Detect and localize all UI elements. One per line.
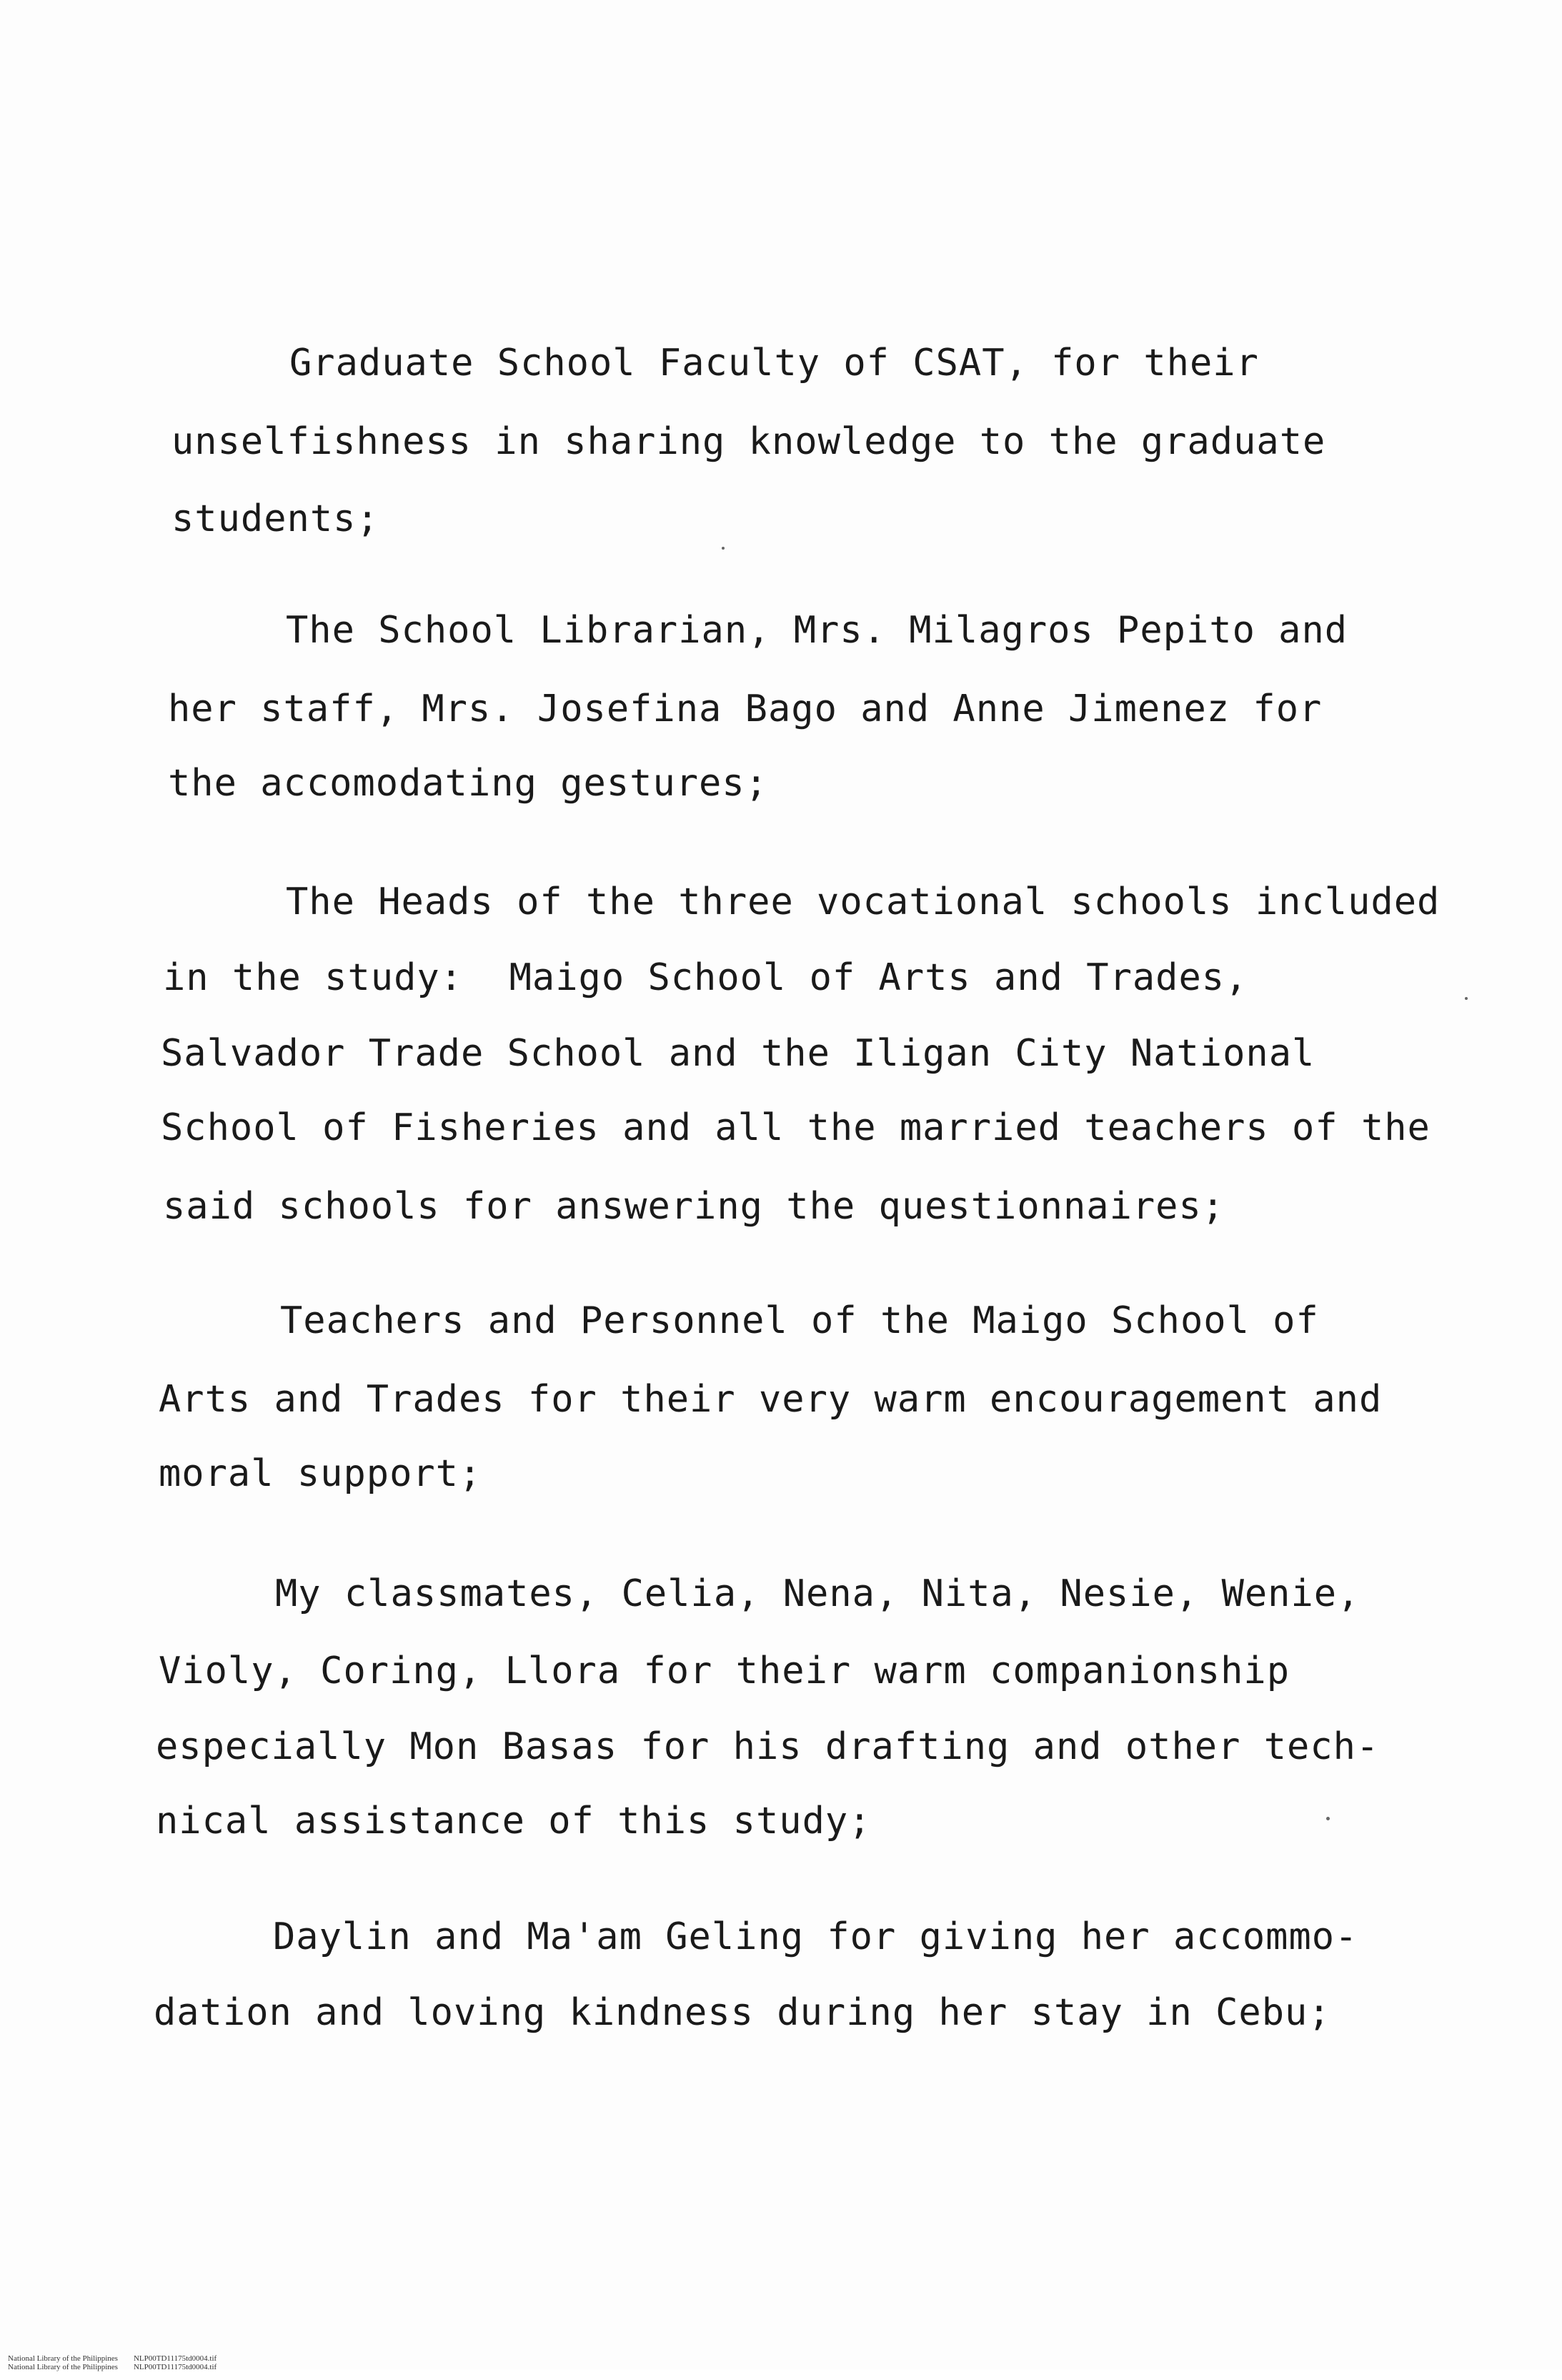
footer-library-line-2 (0, 2354, 217, 2380)
text-line: her staff, Mrs. Josefina Bago and Anne Jimenez for (168, 688, 1323, 730)
text-line: students; (171, 497, 379, 540)
text-line: nical assistance of this study; (156, 1800, 872, 1843)
text-line: Daylin and Ma'am Geling for giving her accommo- (273, 1915, 1358, 1958)
text-line: School of Fisheries and all the married teachers of the (161, 1106, 1431, 1149)
text-line: in the study: Maigo School of Arts and Trades, (163, 956, 1248, 999)
text-line: The Heads of the three vocational schools included (286, 881, 1441, 923)
scan-speck (722, 547, 725, 550)
text-line: dation and loving kindness during her stay in Cebu; (154, 1991, 1331, 2034)
footer-library-name: National Library of the Philippines (8, 2363, 118, 2371)
text-line: especially Mon Basas for his drafting and other tech- (156, 1725, 1380, 1768)
text-line: the accomodating gestures; (168, 762, 768, 805)
footer-file-name: NLP00TD11175td0004.tif (133, 2363, 217, 2371)
text-line: Graduate School Faculty of CSAT, for their (289, 342, 1259, 385)
text-line: Arts and Trades for their very warm encouragement and (159, 1378, 1383, 1421)
scan-speck (1326, 1817, 1330, 1820)
scan-speck (1465, 997, 1468, 1000)
text-line: The School Librarian, Mrs. Milagros Pepito and (286, 609, 1348, 652)
text-line: Violy, Coring, Llora for their warm companionship (159, 1650, 1290, 1692)
text-line: unselfishness in sharing knowledge to the graduate (171, 420, 1326, 463)
text-line: My classmates, Celia, Nena, Nita, Nesie, Wenie, (275, 1572, 1360, 1615)
text-line: said schools for answering the questionnaires; (163, 1185, 1225, 1228)
footer-file-name: NLP00TD11175td0004.tif (133, 2354, 217, 2363)
text-line: moral support; (159, 1452, 482, 1495)
footer-library-name: National Library of the Philippines (8, 2354, 118, 2363)
text-line: Salvador Trade School and the Iligan City National (161, 1032, 1315, 1075)
text-line: Teachers and Personnel of the Maigo School of (280, 1299, 1319, 1342)
